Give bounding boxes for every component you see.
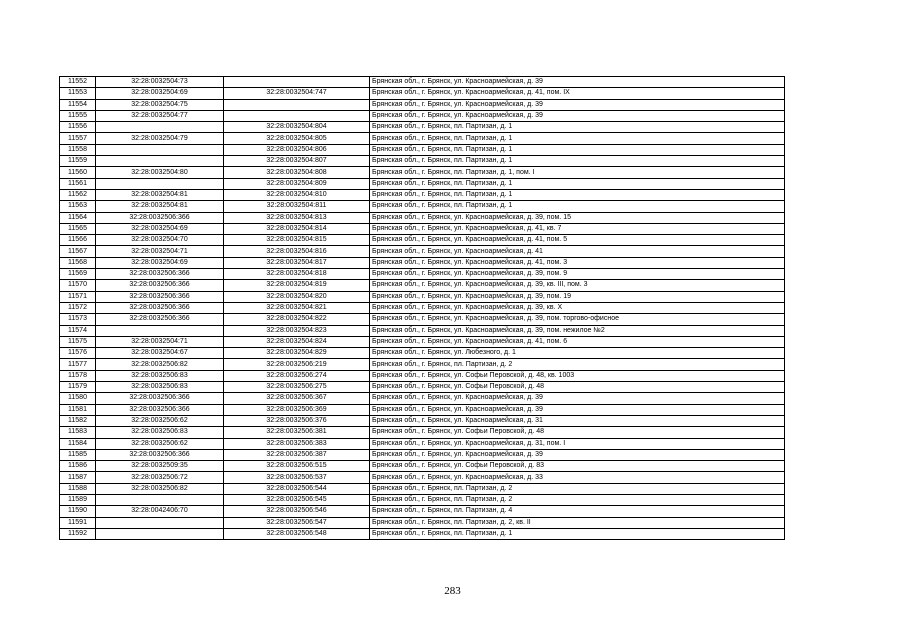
row-number: 11570 xyxy=(60,280,96,291)
old-cadastral-number: 32:28:0032509:35 xyxy=(96,461,224,472)
table-row xyxy=(60,449,785,460)
address: Брянская обл., г. Брянск, ул. Любезного, д. 1 xyxy=(370,348,785,359)
row-number: 11579 xyxy=(60,382,96,393)
new-cadastral-number: 32:28:0032506:367 xyxy=(224,393,370,404)
row-number: 11572 xyxy=(60,302,96,313)
row-number: 11578 xyxy=(60,370,96,381)
row-number: 11576 xyxy=(60,348,96,359)
table-row xyxy=(60,506,785,517)
address: Брянская обл., г. Брянск, ул. Красноармейская, д. 39 xyxy=(370,77,785,88)
old-cadastral-number: 32:28:0032506:366 xyxy=(96,449,224,460)
new-cadastral-number: 32:28:0032504:814 xyxy=(224,223,370,234)
row-number: 11574 xyxy=(60,325,96,336)
old-cadastral-number: 32:28:0032506:72 xyxy=(96,472,224,483)
old-cadastral-number xyxy=(96,494,224,505)
address: Брянская обл., г. Брянск, пл. Партизан, д. 1 xyxy=(370,122,785,133)
old-cadastral-number: 32:28:0032504:79 xyxy=(96,133,224,144)
address: Брянская обл., г. Брянск, ул. Софьи Перовской, д. 48 xyxy=(370,382,785,393)
new-cadastral-number: 32:28:0032506:544 xyxy=(224,483,370,494)
row-number: 11566 xyxy=(60,235,96,246)
new-cadastral-number: 32:28:0032504:820 xyxy=(224,291,370,302)
table-row xyxy=(60,314,785,325)
address: Брянская обл., г. Брянск, пл. Партизан, д. 2 xyxy=(370,359,785,370)
old-cadastral-number: 32:28:0032506:83 xyxy=(96,370,224,381)
address: Брянская обл., г. Брянск, ул. Красноармейская, д. 39, пом. торгово-офисное xyxy=(370,314,785,325)
row-number: 11588 xyxy=(60,483,96,494)
new-cadastral-number: 32:28:0032506:548 xyxy=(224,528,370,539)
old-cadastral-number: 32:28:0032504:67 xyxy=(96,348,224,359)
new-cadastral-number: 32:28:0032506:383 xyxy=(224,438,370,449)
new-cadastral-number xyxy=(224,99,370,110)
old-cadastral-number: 32:28:0032504:71 xyxy=(96,246,224,257)
table-row xyxy=(60,291,785,302)
table-row xyxy=(60,370,785,381)
address: Брянская обл., г. Брянск, ул. Красноармейская, д. 31 xyxy=(370,415,785,426)
table-row xyxy=(60,427,785,438)
table-row xyxy=(60,246,785,257)
table-row xyxy=(60,178,785,189)
address: Брянская обл., г. Брянск, ул. Красноармейская, д. 41 xyxy=(370,246,785,257)
table-row xyxy=(60,359,785,370)
address: Брянская обл., г. Брянск, пл. Партизан, д. 1 xyxy=(370,178,785,189)
row-number: 11577 xyxy=(60,359,96,370)
old-cadastral-number: 32:28:0032506:366 xyxy=(96,280,224,291)
old-cadastral-number xyxy=(96,178,224,189)
address: Брянская обл., г. Брянск, пл. Партизан, д. 2 xyxy=(370,483,785,494)
old-cadastral-number: 32:28:0032506:83 xyxy=(96,382,224,393)
old-cadastral-number: 32:28:0032504:69 xyxy=(96,223,224,234)
address: Брянская обл., г. Брянск, пл. Партизан, д. 1 xyxy=(370,156,785,167)
new-cadastral-number: 32:28:0032504:806 xyxy=(224,144,370,155)
new-cadastral-number: 32:28:0032504:818 xyxy=(224,269,370,280)
new-cadastral-number: 32:28:0032506:387 xyxy=(224,449,370,460)
new-cadastral-number: 32:28:0032504:819 xyxy=(224,280,370,291)
table-row xyxy=(60,494,785,505)
new-cadastral-number xyxy=(224,110,370,121)
address: Брянская обл., г. Брянск, ул. Красноармейская, д. 39, кв. X xyxy=(370,302,785,313)
new-cadastral-number: 32:28:0032504:817 xyxy=(224,257,370,268)
row-number: 11584 xyxy=(60,438,96,449)
row-number: 11586 xyxy=(60,461,96,472)
old-cadastral-number: 32:28:0042406:70 xyxy=(96,506,224,517)
old-cadastral-number: 32:28:0032506:366 xyxy=(96,393,224,404)
new-cadastral-number: 32:28:0032504:823 xyxy=(224,325,370,336)
new-cadastral-number: 32:28:0032504:813 xyxy=(224,212,370,223)
table-row xyxy=(60,201,785,212)
address: Брянская обл., г. Брянск, ул. Красноармейская, д. 39, кв. III, пом. 3 xyxy=(370,280,785,291)
table-row xyxy=(60,99,785,110)
new-cadastral-number: 32:28:0032506:545 xyxy=(224,494,370,505)
new-cadastral-number: 32:28:0032506:547 xyxy=(224,517,370,528)
old-cadastral-number: 32:28:0032506:366 xyxy=(96,314,224,325)
address: Брянская обл., г. Брянск, ул. Красноармейская, д. 39, пом. 9 xyxy=(370,269,785,280)
page-number: 283 xyxy=(444,585,461,597)
address: Брянская обл., г. Брянск, ул. Красноармейская, д. 33 xyxy=(370,472,785,483)
row-number: 11553 xyxy=(60,88,96,99)
row-number: 11590 xyxy=(60,506,96,517)
old-cadastral-number: 32:28:0032504:80 xyxy=(96,167,224,178)
address: Брянская обл., г. Брянск, ул. Софьи Перовской, д. 48, кв. 1003 xyxy=(370,370,785,381)
table-row xyxy=(60,472,785,483)
address: Брянская обл., г. Брянск, ул. Красноармейская, д. 41, пом. IX xyxy=(370,88,785,99)
new-cadastral-number: 32:28:0032506:515 xyxy=(224,461,370,472)
address: Брянская обл., г. Брянск, ул. Софьи Перовской, д. 48 xyxy=(370,427,785,438)
old-cadastral-number: 32:28:0032504:73 xyxy=(96,77,224,88)
table-row xyxy=(60,269,785,280)
table-row xyxy=(60,382,785,393)
old-cadastral-number xyxy=(96,528,224,539)
old-cadastral-number: 32:28:0032504:75 xyxy=(96,99,224,110)
new-cadastral-number: 32:28:0032504:824 xyxy=(224,336,370,347)
table-row xyxy=(60,235,785,246)
old-cadastral-number: 32:28:0032504:71 xyxy=(96,336,224,347)
table-row xyxy=(60,415,785,426)
row-number: 11582 xyxy=(60,415,96,426)
address: Брянская обл., г. Брянск, пл. Партизан, д. 4 xyxy=(370,506,785,517)
address: Брянская обл., г. Брянск, ул. Красноармейская, д. 41, пом. 5 xyxy=(370,235,785,246)
old-cadastral-number: 32:28:0032506:62 xyxy=(96,438,224,449)
row-number: 11589 xyxy=(60,494,96,505)
old-cadastral-number: 32:28:0032504:69 xyxy=(96,88,224,99)
address: Брянская обл., г. Брянск, пл. Партизан, д. 2, кв. II xyxy=(370,517,785,528)
address: Брянская обл., г. Брянск, ул. Красноармейская, д. 39 xyxy=(370,99,785,110)
address: Брянская обл., г. Брянск, ул. Красноармейская, д. 39 xyxy=(370,404,785,415)
row-number: 11568 xyxy=(60,257,96,268)
address: Брянская обл., г. Брянск, ул. Красноармейская, д. 31, пом. I xyxy=(370,438,785,449)
old-cadastral-number: 32:28:0032504:81 xyxy=(96,201,224,212)
old-cadastral-number: 32:28:0032504:81 xyxy=(96,189,224,200)
old-cadastral-number: 32:28:0032506:82 xyxy=(96,359,224,370)
new-cadastral-number: 32:28:0032504:822 xyxy=(224,314,370,325)
table-row xyxy=(60,528,785,539)
row-number: 11592 xyxy=(60,528,96,539)
address: Брянская обл., г. Брянск, ул. Красноармейская, д. 39 xyxy=(370,449,785,460)
row-number: 11556 xyxy=(60,122,96,133)
row-number: 11569 xyxy=(60,269,96,280)
table-row xyxy=(60,122,785,133)
table-row xyxy=(60,393,785,404)
new-cadastral-number: 32:28:0032506:381 xyxy=(224,427,370,438)
registry-table xyxy=(59,76,785,540)
registry-table-body xyxy=(60,77,785,540)
address: Брянская обл., г. Брянск, пл. Партизан, д. 1 xyxy=(370,144,785,155)
old-cadastral-number: 32:28:0032506:366 xyxy=(96,302,224,313)
table-row xyxy=(60,336,785,347)
new-cadastral-number: 32:28:0032504:821 xyxy=(224,302,370,313)
row-number: 11567 xyxy=(60,246,96,257)
address: Брянская обл., г. Брянск, пл. Партизан, д. 1 xyxy=(370,189,785,200)
row-number: 11561 xyxy=(60,178,96,189)
table-row xyxy=(60,77,785,88)
new-cadastral-number: 32:28:0032506:546 xyxy=(224,506,370,517)
old-cadastral-number: 32:28:0032506:366 xyxy=(96,212,224,223)
table-row xyxy=(60,404,785,415)
table-row xyxy=(60,88,785,99)
address: Брянская обл., г. Брянск, пл. Партизан, д. 1, пом. I xyxy=(370,167,785,178)
new-cadastral-number: 32:28:0032504:808 xyxy=(224,167,370,178)
new-cadastral-number: 32:28:0032504:807 xyxy=(224,156,370,167)
table-row xyxy=(60,325,785,336)
row-number: 11580 xyxy=(60,393,96,404)
table-row xyxy=(60,167,785,178)
address: Брянская обл., г. Брянск, ул. Красноармейская, д. 41, кв. 7 xyxy=(370,223,785,234)
row-number: 11585 xyxy=(60,449,96,460)
new-cadastral-number: 32:28:0032504:815 xyxy=(224,235,370,246)
new-cadastral-number xyxy=(224,77,370,88)
new-cadastral-number: 32:28:0032504:816 xyxy=(224,246,370,257)
old-cadastral-number: 32:28:0032506:62 xyxy=(96,415,224,426)
table-row xyxy=(60,348,785,359)
new-cadastral-number: 32:28:0032504:805 xyxy=(224,133,370,144)
table-row xyxy=(60,156,785,167)
new-cadastral-number: 32:28:0032506:369 xyxy=(224,404,370,415)
row-number: 11583 xyxy=(60,427,96,438)
old-cadastral-number: 32:28:0032506:83 xyxy=(96,427,224,438)
address: Брянская обл., г. Брянск, пл. Партизан, д. 1 xyxy=(370,133,785,144)
row-number: 11562 xyxy=(60,189,96,200)
address: Брянская обл., г. Брянск, пл. Партизан, д. 1 xyxy=(370,528,785,539)
table-row xyxy=(60,223,785,234)
row-number: 11555 xyxy=(60,110,96,121)
address: Брянская обл., г. Брянск, ул. Красноармейская, д. 39, пом. нежилое №2 xyxy=(370,325,785,336)
old-cadastral-number: 32:28:0032506:366 xyxy=(96,404,224,415)
old-cadastral-number xyxy=(96,156,224,167)
new-cadastral-number: 32:28:0032504:747 xyxy=(224,88,370,99)
row-number: 11575 xyxy=(60,336,96,347)
old-cadastral-number: 32:28:0032504:69 xyxy=(96,257,224,268)
table-row xyxy=(60,280,785,291)
table-row xyxy=(60,257,785,268)
new-cadastral-number: 32:28:0032506:376 xyxy=(224,415,370,426)
row-number: 11564 xyxy=(60,212,96,223)
address: Брянская обл., г. Брянск, ул. Красноармейская, д. 41, пом. 3 xyxy=(370,257,785,268)
new-cadastral-number: 32:28:0032506:219 xyxy=(224,359,370,370)
new-cadastral-number: 32:28:0032504:829 xyxy=(224,348,370,359)
row-number: 11552 xyxy=(60,77,96,88)
row-number: 11573 xyxy=(60,314,96,325)
row-number: 11581 xyxy=(60,404,96,415)
row-number: 11557 xyxy=(60,133,96,144)
address: Брянская обл., г. Брянск, пл. Партизан, д. 1 xyxy=(370,201,785,212)
row-number: 11563 xyxy=(60,201,96,212)
new-cadastral-number: 32:28:0032506:537 xyxy=(224,472,370,483)
old-cadastral-number: 32:28:0032504:77 xyxy=(96,110,224,121)
old-cadastral-number xyxy=(96,325,224,336)
table-row xyxy=(60,189,785,200)
new-cadastral-number: 32:28:0032504:810 xyxy=(224,189,370,200)
address: Брянская обл., г. Брянск, ул. Софьи Перовской, д. 83 xyxy=(370,461,785,472)
address: Брянская обл., г. Брянск, ул. Красноармейская, д. 41, пом. 6 xyxy=(370,336,785,347)
row-number: 11571 xyxy=(60,291,96,302)
new-cadastral-number: 32:28:0032504:811 xyxy=(224,201,370,212)
old-cadastral-number xyxy=(96,144,224,155)
table-row xyxy=(60,517,785,528)
table-row xyxy=(60,110,785,121)
table-row xyxy=(60,212,785,223)
old-cadastral-number: 32:28:0032506:82 xyxy=(96,483,224,494)
address: Брянская обл., г. Брянск, ул. Красноармейская, д. 39, пом. 15 xyxy=(370,212,785,223)
row-number: 11565 xyxy=(60,223,96,234)
table-row xyxy=(60,144,785,155)
old-cadastral-number: 32:28:0032506:366 xyxy=(96,291,224,302)
row-number: 11554 xyxy=(60,99,96,110)
table-row xyxy=(60,461,785,472)
new-cadastral-number: 32:28:0032506:274 xyxy=(224,370,370,381)
row-number: 11560 xyxy=(60,167,96,178)
new-cadastral-number: 32:28:0032506:275 xyxy=(224,382,370,393)
row-number: 11587 xyxy=(60,472,96,483)
address: Брянская обл., г. Брянск, ул. Красноармейская, д. 39 xyxy=(370,393,785,404)
row-number: 11558 xyxy=(60,144,96,155)
old-cadastral-number: 32:28:0032506:366 xyxy=(96,269,224,280)
old-cadastral-number xyxy=(96,122,224,133)
row-number: 11559 xyxy=(60,156,96,167)
old-cadastral-number xyxy=(96,517,224,528)
table-row xyxy=(60,302,785,313)
address: Брянская обл., г. Брянск, ул. Красноармейская, д. 39 xyxy=(370,110,785,121)
new-cadastral-number: 32:28:0032504:804 xyxy=(224,122,370,133)
table-row xyxy=(60,483,785,494)
table-row xyxy=(60,133,785,144)
old-cadastral-number: 32:28:0032504:70 xyxy=(96,235,224,246)
row-number: 11591 xyxy=(60,517,96,528)
address: Брянская обл., г. Брянск, пл. Партизан, д. 2 xyxy=(370,494,785,505)
new-cadastral-number: 32:28:0032504:809 xyxy=(224,178,370,189)
address: Брянская обл., г. Брянск, ул. Красноармейская, д. 39, пом. 19 xyxy=(370,291,785,302)
table-row xyxy=(60,438,785,449)
